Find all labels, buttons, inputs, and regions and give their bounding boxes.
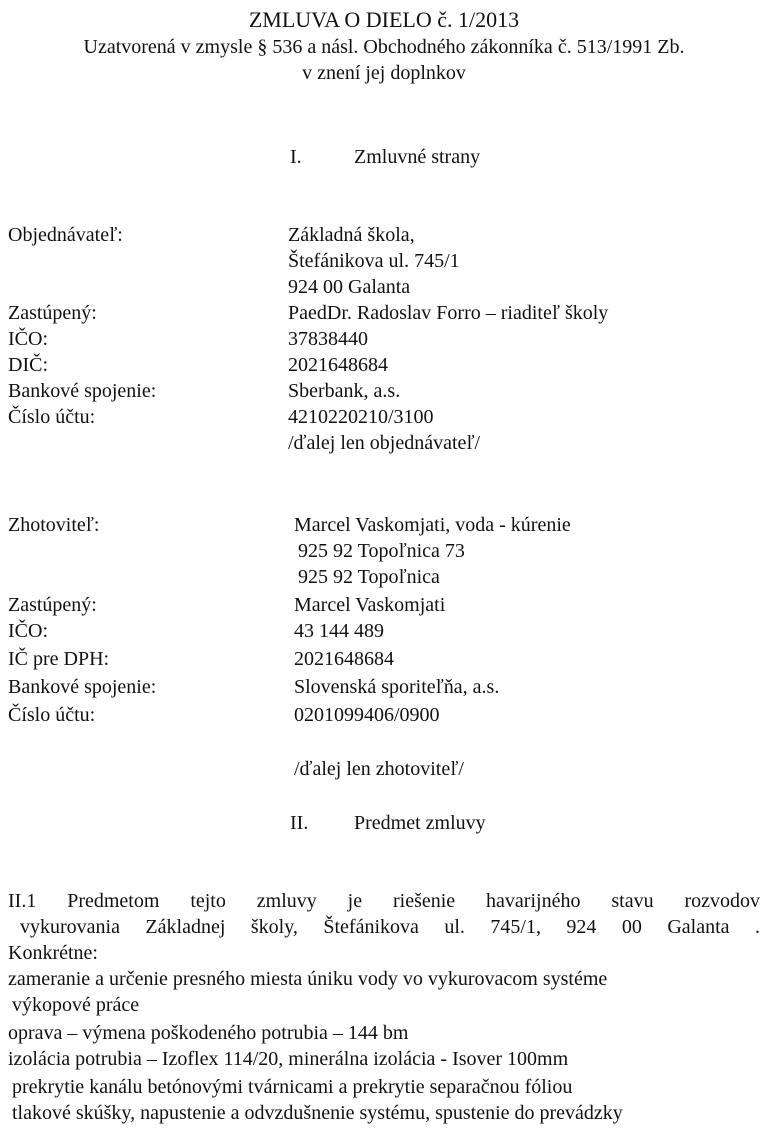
contractor-bank: Slovenská sporiteľňa, a.s.: [294, 676, 500, 698]
client-alias: /ďalej len objednávateľ/: [288, 432, 481, 454]
subject-specifically-label: Konkrétne:: [8, 942, 98, 964]
subject-paragraph-line: II.1 Predmetom tejto zmluvy je riešenie havarijného stavu rozvodov: [8, 890, 760, 912]
client-bank: Sberbank, a.s.: [288, 380, 401, 402]
contractor-ico-label: IČO:: [8, 620, 48, 642]
client-dic: 2021648684: [288, 354, 388, 376]
section-heading-subject: [290, 810, 486, 836]
contractor-city: 925 92 Topoľnica: [298, 566, 440, 588]
client-account: 4210220210/3100: [288, 406, 434, 428]
client-dic-label: DIČ:: [8, 354, 48, 376]
subject-list-item: prekrytie kanálu betónovými tvárnicami a prekrytie separačnou fóliou: [12, 1076, 573, 1098]
subject-paragraph-line: vykurovania Základnej školy, Štefánikova ul. 745/1, 924 00 Galanta .: [20, 916, 760, 938]
document-subtitle-continued: v znení jej doplnkov: [302, 62, 466, 84]
document-title: ZMLUVA O DIELO č. 1/2013: [248, 7, 520, 32]
subject-list-item: zameranie a určenie presného miesta úniku vody vo vykurovacom systéme: [8, 968, 608, 990]
contractor-account-label: Číslo účtu:: [8, 704, 96, 726]
client-label: Objednávateľ:: [8, 224, 123, 246]
document-subtitle: Uzatvorená v zmysle § 536 a násl. Obchodného zákonníka č. 513/1991 Zb.: [83, 36, 685, 58]
section-number: I.: [290, 146, 302, 168]
section-number: II.: [290, 812, 309, 834]
client-street: Štefánikova ul. 745/1: [288, 250, 460, 272]
client-ico-label: IČO:: [8, 328, 48, 350]
contractor-icdph-label: IČ pre DPH:: [8, 648, 110, 670]
client-bank-label: Bankové spojenie:: [8, 380, 157, 402]
subject-list-item: výkopové práce: [12, 994, 140, 1016]
contractor-representative-label: Zastúpený:: [8, 594, 97, 616]
section-title: Predmet zmluvy: [354, 812, 486, 834]
subject-list-item: izolácia potrubia – Izoflex 114/20, minerálna izolácia - Isover 100mm: [8, 1048, 569, 1070]
client-representative-label: Zastúpený:: [8, 302, 97, 324]
contractor-alias: /ďalej len zhotoviteľ/: [294, 758, 464, 780]
client-city: 924 00 Galanta: [288, 276, 411, 298]
contractor-icdph: 2021648684: [294, 648, 394, 670]
client-representative: PaedDr. Radoslav Forro – riaditeľ školy: [288, 302, 609, 324]
contractor-street: 925 92 Topoľnica 73: [298, 540, 465, 562]
contractor-label: Zhotoviteľ:: [8, 514, 100, 536]
client-ico: 37838440: [288, 328, 368, 350]
section-heading-parties: [290, 144, 480, 170]
contractor-ico: 43 144 489: [294, 620, 384, 642]
client-name: Základná škola,: [288, 224, 415, 246]
client-account-label: Číslo účtu:: [8, 406, 96, 428]
contractor-bank-label: Bankové spojenie:: [8, 676, 157, 698]
subject-list-item: oprava – výmena poškodeného potrubia – 144 bm: [8, 1022, 409, 1044]
contractor-representative: Marcel Vaskomjati: [294, 594, 446, 616]
section-title: Zmluvné strany: [354, 146, 481, 168]
subject-list-item: tlakové skúšky, napustenie a odvzdušnenie systému, spustenie do prevádzky: [12, 1102, 623, 1124]
contractor-name: Marcel Vaskomjati, voda - kúrenie: [294, 514, 571, 536]
contractor-account: 0201099406/0900: [294, 704, 440, 726]
